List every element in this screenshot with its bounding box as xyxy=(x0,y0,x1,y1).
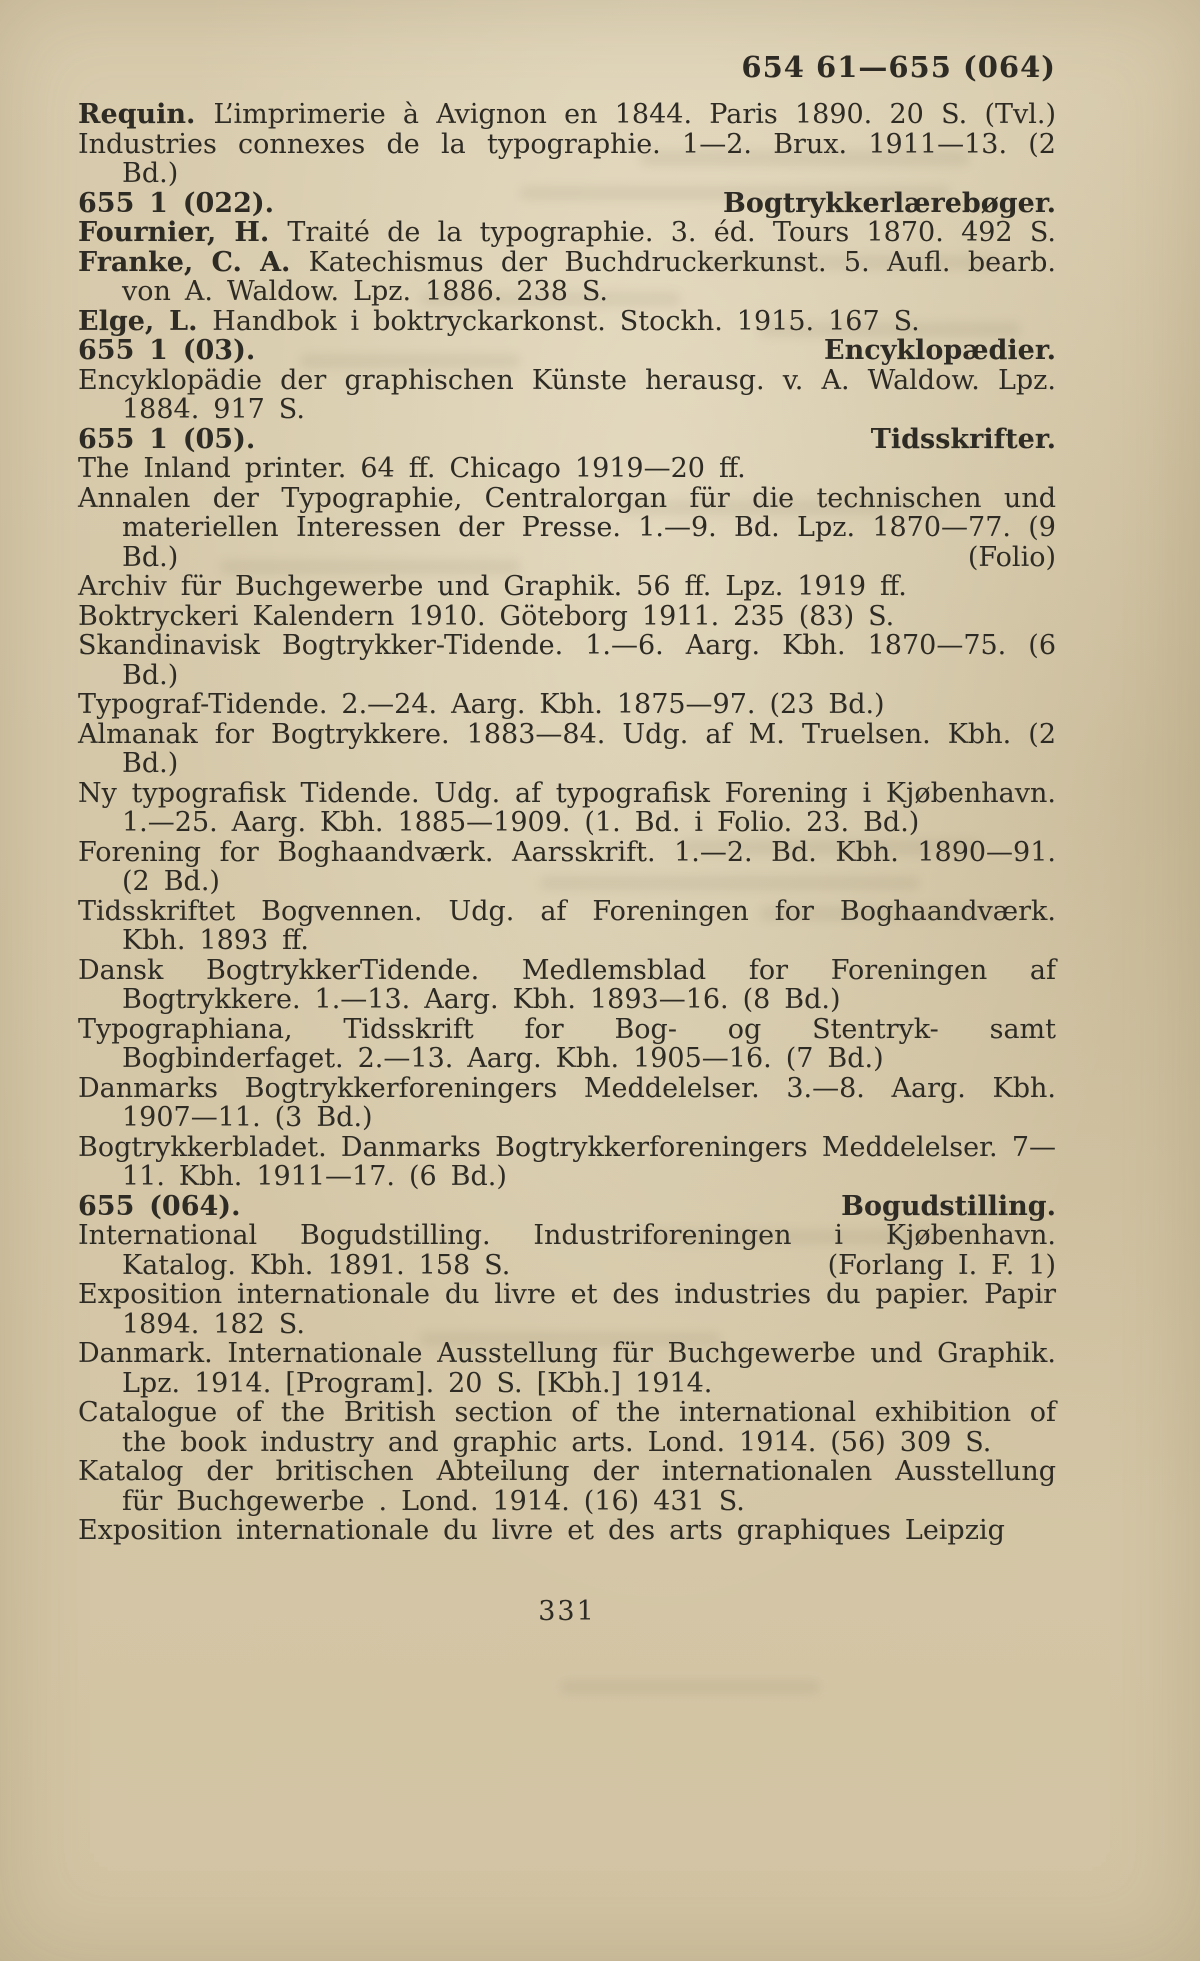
section-title: Bogudstilling. xyxy=(841,1190,1056,1222)
bibliography-entry: Katalog der britischen Abteilung der internationalen Ausstellung für Buchgewerbe . Lond. 1914. (16) 431 S. xyxy=(78,1456,1056,1517)
section-heading xyxy=(78,425,1056,455)
bibliography-entry: Exposition internationale du livre et des industries du papier. Papir 1894. 182 S. xyxy=(78,1279,1056,1340)
section-title: Encyklopædier. xyxy=(824,335,1056,366)
entry-tail-note: (Forlang I. F. 1) xyxy=(827,1249,1056,1281)
classmark-header: 654 61—655 (064) xyxy=(741,50,1056,84)
bibliography-entry: Skandinavisk Bogtrykker-Tidende. 1.—6. Aarg. Kbh. 1870—75. (6 Bd.) xyxy=(78,630,1056,691)
section-title: Bogtrykkerlærebøger. xyxy=(723,187,1056,219)
bibliography-entry: Catalogue of the British section of the international exhibition of the book industry and graphic arts. Lond. 1914. (56) 309 S. xyxy=(78,1397,1056,1458)
bibliography-entry: Requin. L’imprimerie à Avignon en 1844. Paris 1890. 20 S. (Tvl.) xyxy=(78,99,1057,130)
bibliography-entry: Typograf-Tidende. 2.—24. Aarg. Kbh. 1875—97. (23 Bd.) xyxy=(78,689,885,720)
bibliography-entry: Almanak for Bogtrykkere. 1883—84. Udg. af M. Truelsen. Kbh. (2 Bd.) xyxy=(78,718,1056,779)
bibliography-entry: Fournier, H. Traité de la typographie. 3. éd. Tours 1870. 492 S. xyxy=(78,217,1056,248)
section-heading xyxy=(78,189,1056,219)
bibliography-entry: Exposition internationale du livre et des arts graphiques Leipzig xyxy=(78,1515,1005,1546)
bibliography-entry: Danmarks Bogtrykkerforeningers Meddelelser. 3.—8. Aarg. Kbh. 1907—11. (3 Bd.) xyxy=(78,1072,1056,1133)
bibliography-entry: (Forlang I. F. 1) International Bogudstilling. Industriforeningen i Kjøbenhavn. Katalog. Kbh. 1891. 158 S. xyxy=(78,1220,1056,1281)
bibliography-entry: Encyklopädie der graphischen Künste herausg. v. A. Waldow. Lpz. 1884. 917 S. xyxy=(78,364,1056,425)
bibliography-entry: The Inland printer. 64 ff. Chicago 1919—20 ff. xyxy=(78,453,746,484)
section-heading xyxy=(78,336,1056,366)
bibliography-entry: Tidsskriftet Bogvennen. Udg. af Foreningen for Boghaandværk. Kbh. 1893 ff. xyxy=(78,895,1056,956)
bibliography-entry: Industries connexes de la typographie. 1—2. Brux. 1911—13. (2 Bd.) xyxy=(78,128,1056,189)
bibliography-entry: Forening for Boghaandværk. Aarsskrift. 1.—2. Bd. Kbh. 1890—91. (2 Bd.) xyxy=(78,836,1056,897)
bibliography-entry: Archiv für Buchgewerbe und Graphik. 56 ff. Lpz. 1919 ff. xyxy=(78,571,907,602)
page-number: 331 xyxy=(538,1595,596,1627)
section-classmark: 655 1 (022). xyxy=(78,187,275,219)
page-content xyxy=(78,50,1056,1627)
bibliography-entry: Danmark. Internationale Ausstellung für Buchgewerbe und Graphik. Lpz. 1914. [Program]. 20 S. [Kbh.] 1914. xyxy=(78,1338,1056,1399)
section-classmark: 655 1 (05). xyxy=(78,423,256,455)
bibliography-entry: Franke, C. A. Katechismus der Buchdruckerkunst. 5. Aufl. bearb. von A. Waldow. Lpz. 1886. 238 S. xyxy=(78,246,1056,307)
bibliography-entry: Typographiana, Tidsskrift for Bog- og Stentryk- samt Bogbinderfaget. 2.—13. Aarg. Kbh. 1905—16. (7 Bd.) xyxy=(78,1013,1056,1074)
bibliography-entry: Bogtrykkerbladet. Danmarks Bogtrykkerforeningers Meddelelser. 7—11. Kbh. 1911—17. (6 Bd.) xyxy=(78,1131,1056,1192)
entry-author: Requin. xyxy=(78,99,214,130)
entry-author: Elge, L. xyxy=(78,305,213,337)
bibliography-entry: Dansk BogtrykkerTidende. Medlemsblad for Foreningen af Bogtrykkere. 1.—13. Aarg. Kbh. 1893—16. (8 Bd.) xyxy=(78,954,1056,1015)
entry-author: Fournier, H. xyxy=(78,217,288,248)
bibliography-entry: Boktryckeri Kalendern 1910. Göteborg 1911. 235 (83) S. xyxy=(78,600,895,632)
section-heading xyxy=(78,1192,1056,1222)
entry-tail-note: (Folio) xyxy=(967,541,1056,573)
bibliography-entry: (Folio) Annalen der Typographie, Centralorgan für die technischen und materiellen Interessen der Presse. 1.—9. Bd. Lpz. 1870—77. (9 Bd.) xyxy=(78,482,1056,573)
bibliography-entry: Ny typografisk Tidende. Udg. af typografisk Forening i Kjøbenhavn. 1.—25. Aarg. Kbh. 1885—1909. (1. Bd. i Folio. 23. Bd.) xyxy=(78,777,1056,838)
section-classmark: 655 (064). xyxy=(78,1190,241,1222)
section-classmark: 655 1 (03). xyxy=(78,335,256,366)
entry-author: Franke, C. A. xyxy=(78,246,309,278)
section-title: Tidsskrifter. xyxy=(870,423,1056,455)
bleed-through-artifact xyxy=(560,1680,820,1694)
bibliography-entries xyxy=(78,100,1056,1546)
bibliography-entry: Elge, L. Handbok i boktryckarkonst. Stockh. 1915. 167 S. xyxy=(78,305,920,337)
